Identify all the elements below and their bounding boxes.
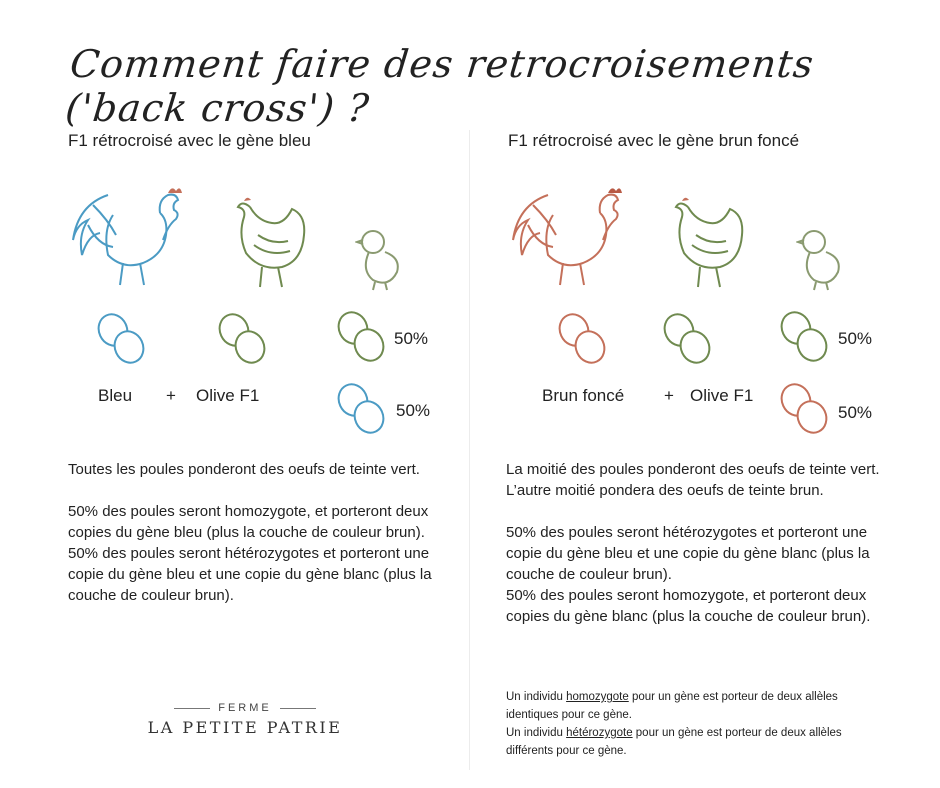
chick-icon <box>796 226 846 292</box>
note1-prefix: Un individu <box>506 691 567 703</box>
egg-pair-icon-olive <box>216 312 272 366</box>
right-paragraph-3: 50% des poules seront homozygote, et porteront deux copies du gène blanc (plus la couche de couleur brun). <box>506 587 871 625</box>
left-heading: F1 rétrocroisé avec le gène bleu <box>68 131 311 150</box>
egg-pair-icon-blue <box>95 312 151 366</box>
left-paragraph-1: Toutes les poules ponderont des oeufs de teinte vert. <box>68 461 420 478</box>
note2-suffix: pour un gène est porteur de deux allèles différents pour ce gène. <box>506 727 842 757</box>
plus-sign-right: + <box>664 386 674 405</box>
percent-green-right: 50% <box>838 329 873 348</box>
parent-label-a-left: Bleu <box>98 386 133 405</box>
note1-suffix: pour un gène est porteur de deux allèles identiques pour ce gène. <box>506 691 838 721</box>
term-heterozygote: hétérozygote <box>566 727 633 739</box>
right-heading: F1 rétrocroisé avec le gène brun foncé <box>508 131 800 150</box>
percent-brown-right: 50% <box>838 403 873 422</box>
parent-label-b-right: Olive F1 <box>690 386 754 405</box>
note2-prefix: Un individu <box>506 727 567 739</box>
egg-pair-icon-brown <box>778 382 834 436</box>
parent-label-a-right: Brun foncé <box>542 386 625 405</box>
hen-icon-olive <box>232 195 310 290</box>
plus-sign-left: + <box>166 386 176 405</box>
term-homozygote: homozygote <box>566 691 629 703</box>
chick-icon <box>355 226 405 292</box>
percent-blue-left: 50% <box>396 401 431 420</box>
egg-pair-icon-olive <box>335 310 391 364</box>
egg-pair-icon-olive <box>661 312 717 366</box>
left-description <box>68 459 460 606</box>
logo-main-text: LA PETITE PATRIE <box>147 718 343 737</box>
left-paragraph-3: 50% des poules seront hétérozygotes et porteront une copie du gène bleu et une copie du gène blanc (plus la couche de couleur brun). <box>68 545 432 604</box>
rooster-icon-blue <box>68 185 186 290</box>
left-paragraph-2: 50% des poules seront homozygote, et porteront deux copies du gène bleu (plus la couche de couleur brun). <box>68 503 429 541</box>
rooster-icon-brown <box>508 185 626 290</box>
column-divider <box>469 130 470 770</box>
hen-icon-olive <box>670 195 748 290</box>
egg-pair-icon-brown <box>556 312 612 366</box>
definitions-note <box>506 688 886 760</box>
farm-logo <box>140 702 350 737</box>
right-paragraph-1: La moitié des poules ponderont des oeufs de teinte vert. L’autre moitié pondera des oeufs de teinte brun. <box>506 461 880 499</box>
parent-label-b-left: Olive F1 <box>196 386 260 405</box>
right-paragraph-2: 50% des poules seront hétérozygotes et porteront une copie du gène bleu et une copie du gène blanc (plus la couche de couleur brun). <box>506 524 870 583</box>
egg-pair-icon-olive <box>778 310 834 364</box>
percent-green-left: 50% <box>394 329 429 348</box>
logo-top-text: FERME <box>218 702 272 714</box>
egg-pair-icon-blue <box>335 382 391 436</box>
page-title: Comment faire des retrocroisements ('back cross') ? <box>63 42 817 130</box>
right-description <box>506 459 898 627</box>
